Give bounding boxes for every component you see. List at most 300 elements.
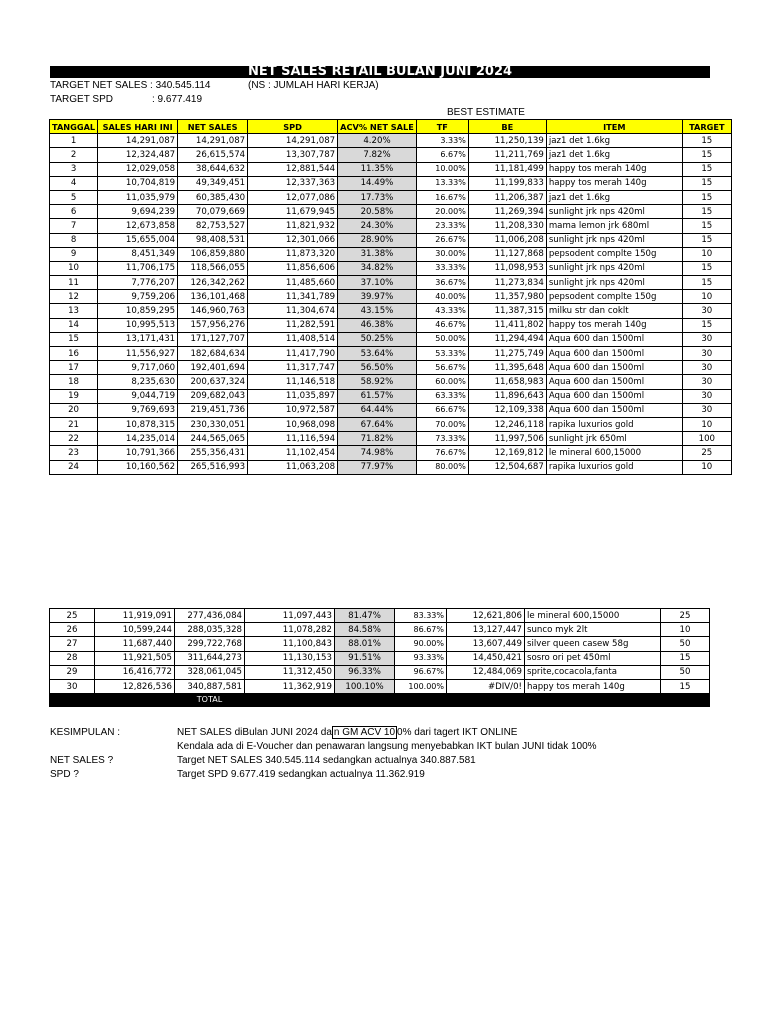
cell-net-sales[interactable]: 171,127,707	[178, 332, 248, 346]
cell-acv[interactable]: 24.30%	[338, 219, 417, 233]
cell-item[interactable]: sunlight jrk nps 420ml	[546, 276, 682, 290]
cell-tf[interactable]: 60.00%	[416, 375, 468, 389]
cell-tanggal[interactable]: 7	[50, 219, 98, 233]
report-title: NET SALES RETAIL BULAN JUNI 2024	[50, 66, 710, 78]
cell-target[interactable]: 15	[682, 219, 731, 233]
cell-spd[interactable]: 11,035,897	[248, 389, 338, 403]
cell-sales-hari-ini[interactable]: 16,416,772	[95, 665, 175, 679]
cell-tanggal[interactable]: 20	[50, 403, 98, 417]
cell-net-sales[interactable]: 146,960,763	[178, 304, 248, 318]
cell-tanggal[interactable]: 11	[50, 276, 98, 290]
cell-sales-hari-ini[interactable]: 10,878,315	[98, 417, 178, 431]
cell-target[interactable]: 10	[682, 290, 731, 304]
table-row	[50, 318, 732, 332]
cell-net-sales[interactable]: 70,079,669	[178, 205, 248, 219]
cell-item[interactable]: rapika luxurios gold	[546, 460, 682, 474]
cell-tf[interactable]: 13.33%	[416, 176, 468, 190]
cell-acv[interactable]: 39.97%	[338, 290, 417, 304]
cell-sales-hari-ini[interactable]: 9,769,693	[98, 403, 178, 417]
cell-net-sales[interactable]: 60,385,430	[178, 190, 248, 204]
cell-target[interactable]: 15	[682, 148, 731, 162]
cell-tf[interactable]: 36.67%	[416, 276, 468, 290]
spd-question: SPD ?	[50, 769, 79, 780]
cell-spd[interactable]: 10,972,587	[248, 403, 338, 417]
cell-net-sales[interactable]: 200,637,324	[178, 375, 248, 389]
cell-tf[interactable]: 16.67%	[416, 190, 468, 204]
cell-acv[interactable]: 28.90%	[338, 233, 417, 247]
cell-be[interactable]: 11,411,802	[468, 318, 546, 332]
cell-sales-hari-ini[interactable]: 8,451,349	[98, 247, 178, 261]
cell-acv[interactable]: 77.97%	[338, 460, 417, 474]
cell-spd[interactable]: 12,881,544	[248, 162, 338, 176]
cell-spd[interactable]: 11,679,945	[248, 205, 338, 219]
cell-net-sales[interactable]: 328,061,045	[175, 665, 245, 679]
cell-tanggal[interactable]: 10	[50, 261, 98, 275]
cell-acv[interactable]: 7.82%	[338, 148, 417, 162]
cell-item[interactable]: happy tos merah 140g	[525, 679, 661, 693]
cell-spd[interactable]: 11,856,606	[248, 261, 338, 275]
cell-tf[interactable]: 73.33%	[416, 432, 468, 446]
cell-be[interactable]: 12,621,806	[447, 609, 525, 623]
cell-tanggal[interactable]: 15	[50, 332, 98, 346]
cell-target[interactable]: 10	[682, 460, 731, 474]
cell-tanggal[interactable]: 4	[50, 176, 98, 190]
table-row	[50, 637, 710, 651]
cell-net-sales[interactable]: 82,753,527	[178, 219, 248, 233]
cell-acv[interactable]: 14.49%	[338, 176, 417, 190]
cell-tf[interactable]: 63.33%	[416, 389, 468, 403]
cell-sales-hari-ini[interactable]: 15,655,004	[98, 233, 178, 247]
cell-item[interactable]: pepsodent complte 150g	[546, 290, 682, 304]
cell-tf[interactable]: 6.67%	[416, 148, 468, 162]
cell-target[interactable]: 30	[682, 375, 731, 389]
table-row	[50, 332, 732, 346]
cell-sales-hari-ini[interactable]: 12,324,487	[98, 148, 178, 162]
cell-spd[interactable]: 10,968,098	[248, 417, 338, 431]
cell-item[interactable]: sunlight jrk nps 420ml	[546, 233, 682, 247]
cell-tanggal[interactable]: 23	[50, 446, 98, 460]
cell-be[interactable]: 13,127,447	[447, 623, 525, 637]
cell-sales-hari-ini[interactable]: 10,160,562	[98, 460, 178, 474]
cell-sales-hari-ini[interactable]: 12,029,058	[98, 162, 178, 176]
cell-spd[interactable]: 11,417,790	[248, 347, 338, 361]
cell-sales-hari-ini[interactable]: 11,706,175	[98, 261, 178, 275]
cell-target[interactable]: 15	[682, 318, 731, 332]
cell-sales-hari-ini[interactable]: 11,921,505	[95, 651, 175, 665]
cell-be[interactable]: 11,275,749	[468, 347, 546, 361]
cell-net-sales[interactable]: 38,644,632	[178, 162, 248, 176]
table-row	[50, 304, 732, 318]
cell-tanggal[interactable]: 13	[50, 304, 98, 318]
cell-item[interactable]: happy tos merah 140g	[546, 318, 682, 332]
cell-be[interactable]: 12,169,812	[468, 446, 546, 460]
cell-be[interactable]: 11,006,208	[468, 233, 546, 247]
cell-target[interactable]: 50	[661, 637, 710, 651]
cell-sales-hari-ini[interactable]: 10,599,244	[95, 623, 175, 637]
cell-acv[interactable]: 31.38%	[338, 247, 417, 261]
cell-acv[interactable]: 71.82%	[338, 432, 417, 446]
cell-spd[interactable]: 12,337,363	[248, 176, 338, 190]
cell-spd[interactable]: 13,307,787	[248, 148, 338, 162]
cell-acv[interactable]: 58.92%	[338, 375, 417, 389]
cell-item[interactable]: Aqua 600 dan 1500ml	[546, 347, 682, 361]
cell-tanggal[interactable]: 12	[50, 290, 98, 304]
cell-acv[interactable]: 56.50%	[338, 361, 417, 375]
cell-be[interactable]: 11,658,983	[468, 375, 546, 389]
cell-item[interactable]: jaz1 det 1.6kg	[546, 148, 682, 162]
cell-tanggal[interactable]: 22	[50, 432, 98, 446]
cell-item[interactable]: happy tos merah 140g	[546, 176, 682, 190]
net-sales-question: NET SALES ?	[50, 755, 114, 766]
cell-item[interactable]: sunlight jrk 650ml	[546, 432, 682, 446]
cell-acv[interactable]: 37.10%	[338, 276, 417, 290]
cell-net-sales[interactable]: 126,342,262	[178, 276, 248, 290]
cell-tf[interactable]: 43.33%	[416, 304, 468, 318]
cell-tanggal[interactable]: 21	[50, 417, 98, 431]
cell-tanggal[interactable]: 2	[50, 148, 98, 162]
cell-acv[interactable]: 91.51%	[335, 651, 395, 665]
cell-spd[interactable]: 11,341,789	[248, 290, 338, 304]
cell-sales-hari-ini[interactable]: 10,791,366	[98, 446, 178, 460]
cell-target[interactable]: 15	[682, 261, 731, 275]
cell-net-sales[interactable]: 98,408,531	[178, 233, 248, 247]
cell-tf[interactable]: 23.33%	[416, 219, 468, 233]
cell-spd[interactable]: 11,097,443	[245, 609, 335, 623]
cell-target[interactable]: 50	[661, 665, 710, 679]
cell-item[interactable]: Aqua 600 dan 1500ml	[546, 403, 682, 417]
cell-net-sales[interactable]: 244,565,065	[178, 432, 248, 446]
cell-sales-hari-ini[interactable]: 11,687,440	[95, 637, 175, 651]
cell-acv[interactable]: 11.35%	[338, 162, 417, 176]
cell-target[interactable]: 30	[682, 304, 731, 318]
cell-item[interactable]: rapika luxurios gold	[546, 417, 682, 431]
cell-item[interactable]: mama lemon jrk 680ml	[546, 219, 682, 233]
cell-tf[interactable]: 96.67%	[395, 665, 447, 679]
cell-tf[interactable]: 20.00%	[416, 205, 468, 219]
cell-acv[interactable]: 88.01%	[335, 637, 395, 651]
table-row	[50, 276, 732, 290]
cell-spd[interactable]: 12,301,066	[248, 233, 338, 247]
table-row	[50, 148, 732, 162]
cell-tf[interactable]: 53.33%	[416, 347, 468, 361]
cell-tf[interactable]: 33.33%	[416, 261, 468, 275]
cell-tanggal[interactable]: 6	[50, 205, 98, 219]
cell-target[interactable]: 15	[682, 190, 731, 204]
cell-tf[interactable]: 83.33%	[395, 609, 447, 623]
cell-target[interactable]: 10	[682, 417, 731, 431]
cell-tf[interactable]: 93.33%	[395, 651, 447, 665]
cell-target[interactable]: 15	[661, 651, 710, 665]
total-cell-blank	[525, 694, 661, 707]
header-tf: TF	[416, 120, 468, 134]
cell-item[interactable]: sunlight jrk nps 420ml	[546, 261, 682, 275]
cell-sales-hari-ini[interactable]: 12,673,858	[98, 219, 178, 233]
cell-item[interactable]: Aqua 600 dan 1500ml	[546, 389, 682, 403]
cell-spd[interactable]: 11,408,514	[248, 332, 338, 346]
cell-spd[interactable]: 11,362,919	[245, 679, 335, 693]
cell-tanggal[interactable]: 9	[50, 247, 98, 261]
cell-item[interactable]: Aqua 600 dan 1500ml	[546, 332, 682, 346]
cell-tanggal[interactable]: 3	[50, 162, 98, 176]
cell-acv[interactable]: 100.10%	[335, 679, 395, 693]
cell-spd[interactable]: 11,146,518	[248, 375, 338, 389]
cell-tanggal[interactable]: 26	[50, 623, 95, 637]
cell-sales-hari-ini[interactable]: 14,235,014	[98, 432, 178, 446]
cell-tanggal[interactable]: 17	[50, 361, 98, 375]
cell-item[interactable]: sprite,cocacola,fanta	[525, 665, 661, 679]
cell-item[interactable]: happy tos merah 140g	[546, 162, 682, 176]
cell-tf[interactable]: 66.67%	[416, 403, 468, 417]
cell-net-sales[interactable]: 277,436,084	[175, 609, 245, 623]
cell-tf[interactable]: 40.00%	[416, 290, 468, 304]
cell-tf[interactable]: 90.00%	[395, 637, 447, 651]
cell-net-sales[interactable]: 14,291,087	[178, 134, 248, 148]
cell-be[interactable]: 11,098,953	[468, 261, 546, 275]
cell-be[interactable]: 11,997,506	[468, 432, 546, 446]
cell-acv[interactable]: 74.98%	[338, 446, 417, 460]
cell-net-sales[interactable]: 118,566,055	[178, 261, 248, 275]
cell-target[interactable]: 30	[682, 332, 731, 346]
cell-target[interactable]: 15	[682, 233, 731, 247]
cell-sales-hari-ini[interactable]: 8,235,630	[98, 375, 178, 389]
kesimpulan-label: KESIMPULAN :	[50, 727, 121, 738]
cell-be[interactable]: 12,246,118	[468, 417, 546, 431]
cell-tanggal[interactable]: 14	[50, 318, 98, 332]
cell-tanggal[interactable]: 30	[50, 679, 95, 693]
cell-be[interactable]: 13,607,449	[447, 637, 525, 651]
table-row	[50, 219, 732, 233]
cell-spd[interactable]: 11,102,454	[248, 446, 338, 460]
cell-sales-hari-ini[interactable]: 12,826,536	[95, 679, 175, 693]
cell-spd[interactable]: 11,317,747	[248, 361, 338, 375]
cell-tf[interactable]: 100.00%	[395, 679, 447, 693]
cell-net-sales[interactable]: 209,682,043	[178, 389, 248, 403]
cell-spd[interactable]: 11,130,153	[245, 651, 335, 665]
table-row	[50, 389, 732, 403]
cell-spd[interactable]: 11,078,282	[245, 623, 335, 637]
cell-spd[interactable]: 11,100,843	[245, 637, 335, 651]
cell-sales-hari-ini[interactable]: 11,919,091	[95, 609, 175, 623]
cell-sales-hari-ini[interactable]: 14,291,087	[98, 134, 178, 148]
cell-item[interactable]: Aqua 600 dan 1500ml	[546, 375, 682, 389]
cell-be[interactable]: 11,181,499	[468, 162, 546, 176]
cell-spd[interactable]: 11,312,450	[245, 665, 335, 679]
cell-net-sales[interactable]: 311,644,273	[175, 651, 245, 665]
cell-target[interactable]: 100	[682, 432, 731, 446]
cell-sales-hari-ini[interactable]: 10,859,295	[98, 304, 178, 318]
cell-acv[interactable]: 43.15%	[338, 304, 417, 318]
cell-target[interactable]: 15	[682, 276, 731, 290]
cell-be[interactable]: 12,504,687	[468, 460, 546, 474]
header-sales-hari-ini: SALES HARI INI	[98, 120, 178, 134]
cell-acv[interactable]: 96.33%	[335, 665, 395, 679]
cell-tf[interactable]: 70.00%	[416, 417, 468, 431]
table-row	[50, 432, 732, 446]
cell-acv[interactable]: 20.58%	[338, 205, 417, 219]
cell-tf[interactable]: 76.67%	[416, 446, 468, 460]
target-spd-value: : 9.677.419	[152, 94, 203, 105]
cell-tf[interactable]: 3.33%	[416, 134, 468, 148]
cell-net-sales[interactable]: 288,035,328	[175, 623, 245, 637]
table-row	[50, 290, 732, 304]
cell-acv[interactable]: 61.57%	[338, 389, 417, 403]
cell-be[interactable]: 11,269,394	[468, 205, 546, 219]
cell-net-sales[interactable]: 219,451,736	[178, 403, 248, 417]
cell-tanggal[interactable]: 18	[50, 375, 98, 389]
cell-tf[interactable]: 30.00%	[416, 247, 468, 261]
header-net-sales: NET SALES	[178, 120, 248, 134]
cell-sales-hari-ini[interactable]: 9,044,719	[98, 389, 178, 403]
table-row	[50, 679, 710, 693]
cell-net-sales[interactable]: 157,956,276	[178, 318, 248, 332]
cell-target[interactable]: 30	[682, 389, 731, 403]
cell-acv[interactable]: 4.20%	[338, 134, 417, 148]
cell-be[interactable]: 11,208,330	[468, 219, 546, 233]
cell-target[interactable]: 10	[661, 623, 710, 637]
cell-tanggal[interactable]: 29	[50, 665, 95, 679]
cell-net-sales[interactable]: 299,722,768	[175, 637, 245, 651]
cell-be[interactable]: 11,273,834	[468, 276, 546, 290]
cell-tanggal[interactable]: 28	[50, 651, 95, 665]
cell-tf[interactable]: 10.00%	[416, 162, 468, 176]
cell-sales-hari-ini[interactable]: 10,995,513	[98, 318, 178, 332]
cell-item[interactable]: sosro ori pet 450ml	[525, 651, 661, 665]
cell-tanggal[interactable]: 5	[50, 190, 98, 204]
cell-net-sales[interactable]: 49,349,451	[178, 176, 248, 190]
cell-net-sales[interactable]: 265,516,993	[178, 460, 248, 474]
table-row	[50, 205, 732, 219]
cell-sales-hari-ini[interactable]: 10,704,819	[98, 176, 178, 190]
cell-be[interactable]: 11,387,315	[468, 304, 546, 318]
cell-sales-hari-ini[interactable]: 9,759,206	[98, 290, 178, 304]
cell-net-sales[interactable]: 230,330,051	[178, 417, 248, 431]
cell-item[interactable]: milku str dan coklt	[546, 304, 682, 318]
cell-tanggal[interactable]: 25	[50, 609, 95, 623]
cell-net-sales[interactable]: 26,615,574	[178, 148, 248, 162]
cell-spd[interactable]: 11,304,674	[248, 304, 338, 318]
cell-item[interactable]: pepsodent complte 150g	[546, 247, 682, 261]
cell-be[interactable]: 11,896,643	[468, 389, 546, 403]
cell-item[interactable]: sunco myk 2lt	[525, 623, 661, 637]
cell-acv[interactable]: 81.47%	[335, 609, 395, 623]
cell-target[interactable]: 15	[661, 679, 710, 693]
cell-tf[interactable]: 50.00%	[416, 332, 468, 346]
cell-acv[interactable]: 17.73%	[338, 190, 417, 204]
cell-target[interactable]: 10	[682, 247, 731, 261]
cell-target[interactable]: 25	[682, 446, 731, 460]
cell-target[interactable]: 30	[682, 403, 731, 417]
cell-spd[interactable]: 11,821,932	[248, 219, 338, 233]
cell-tanggal[interactable]: 24	[50, 460, 98, 474]
cell-spd[interactable]: 11,485,660	[248, 276, 338, 290]
cell-item[interactable]: le mineral 600,15000	[525, 609, 661, 623]
cell-be[interactable]: 11,294,494	[468, 332, 546, 346]
cell-tf[interactable]: 80.00%	[416, 460, 468, 474]
cell-net-sales[interactable]: 192,401,694	[178, 361, 248, 375]
conclusion-line-1-end: 0% dari tagert IKT ONLINE	[397, 727, 518, 738]
cell-sales-hari-ini[interactable]: 11,556,927	[98, 347, 178, 361]
cell-sales-hari-ini[interactable]: 7,776,207	[98, 276, 178, 290]
cell-tanggal[interactable]: 16	[50, 347, 98, 361]
cell-net-sales[interactable]: 255,356,431	[178, 446, 248, 460]
cell-tanggal[interactable]: 1	[50, 134, 98, 148]
cell-acv[interactable]: 84.58%	[335, 623, 395, 637]
cell-tf[interactable]: 56.67%	[416, 361, 468, 375]
cell-be[interactable]: 11,250,139	[468, 134, 546, 148]
selected-cell-text[interactable]: n GM ACV 10	[333, 727, 396, 738]
cell-be[interactable]: 11,199,833	[468, 176, 546, 190]
cell-item[interactable]: jaz1 det 1.6kg	[546, 190, 682, 204]
cell-item[interactable]: Aqua 600 dan 1500ml	[546, 361, 682, 375]
cell-tanggal[interactable]: 19	[50, 389, 98, 403]
cell-spd[interactable]: 11,282,591	[248, 318, 338, 332]
cell-spd[interactable]: 11,063,208	[248, 460, 338, 474]
cell-target[interactable]: 30	[682, 361, 731, 375]
cell-item[interactable]: silver queen casew 58g	[525, 637, 661, 651]
cell-be[interactable]: 11,395,648	[468, 361, 546, 375]
cell-be[interactable]: 12,109,338	[468, 403, 546, 417]
sales-table-top	[49, 119, 732, 475]
cell-be[interactable]: 12,484,069	[447, 665, 525, 679]
cell-tf[interactable]: 46.67%	[416, 318, 468, 332]
cell-tf[interactable]: 26.67%	[416, 233, 468, 247]
cell-acv[interactable]: 46.38%	[338, 318, 417, 332]
total-cell-blank	[447, 694, 525, 707]
cell-target[interactable]: 25	[661, 609, 710, 623]
cell-net-sales[interactable]: 340,887,581	[175, 679, 245, 693]
cell-net-sales[interactable]: 136,101,468	[178, 290, 248, 304]
cell-be[interactable]: 11,206,387	[468, 190, 546, 204]
cell-acv[interactable]: 64.44%	[338, 403, 417, 417]
cell-acv[interactable]: 50.25%	[338, 332, 417, 346]
cell-sales-hari-ini[interactable]: 9,717,060	[98, 361, 178, 375]
cell-be[interactable]: 11,127,868	[468, 247, 546, 261]
cell-tanggal[interactable]: 27	[50, 637, 95, 651]
cell-sales-hari-ini[interactable]: 9,694,239	[98, 205, 178, 219]
cell-tanggal[interactable]: 8	[50, 233, 98, 247]
cell-item[interactable]: jaz1 det 1.6kg	[546, 134, 682, 148]
cell-be[interactable]: 11,357,980	[468, 290, 546, 304]
cell-net-sales[interactable]: 106,859,880	[178, 247, 248, 261]
cell-spd[interactable]: 12,077,086	[248, 190, 338, 204]
cell-net-sales[interactable]: 182,684,634	[178, 347, 248, 361]
cell-tf[interactable]: 86.67%	[395, 623, 447, 637]
total-row	[50, 694, 710, 707]
cell-target[interactable]: 15	[682, 134, 731, 148]
cell-target[interactable]: 15	[682, 176, 731, 190]
cell-be[interactable]: #DIV/0!	[447, 679, 525, 693]
cell-spd[interactable]: 14,291,087	[248, 134, 338, 148]
cell-sales-hari-ini[interactable]: 11,035,979	[98, 190, 178, 204]
cell-acv[interactable]: 34.82%	[338, 261, 417, 275]
header-tanggal: TANGGAL	[50, 120, 98, 134]
cell-acv[interactable]: 53.64%	[338, 347, 417, 361]
cell-spd[interactable]: 11,873,320	[248, 247, 338, 261]
table-header-row	[50, 120, 732, 134]
sales-table-bottom	[49, 608, 710, 707]
cell-target[interactable]: 15	[682, 162, 731, 176]
cell-item[interactable]: sunlight jrk nps 420ml	[546, 205, 682, 219]
cell-be[interactable]: 14,450,421	[447, 651, 525, 665]
cell-item[interactable]: le mineral 600,15000	[546, 446, 682, 460]
target-net-sales-line: TARGET NET SALES : 340.545.114	[50, 80, 211, 91]
cell-spd[interactable]: 11,116,594	[248, 432, 338, 446]
cell-be[interactable]: 11,211,769	[468, 148, 546, 162]
cell-sales-hari-ini[interactable]: 13,171,431	[98, 332, 178, 346]
cell-target[interactable]: 15	[682, 205, 731, 219]
cell-target[interactable]: 30	[682, 347, 731, 361]
cell-acv[interactable]: 67.64%	[338, 417, 417, 431]
